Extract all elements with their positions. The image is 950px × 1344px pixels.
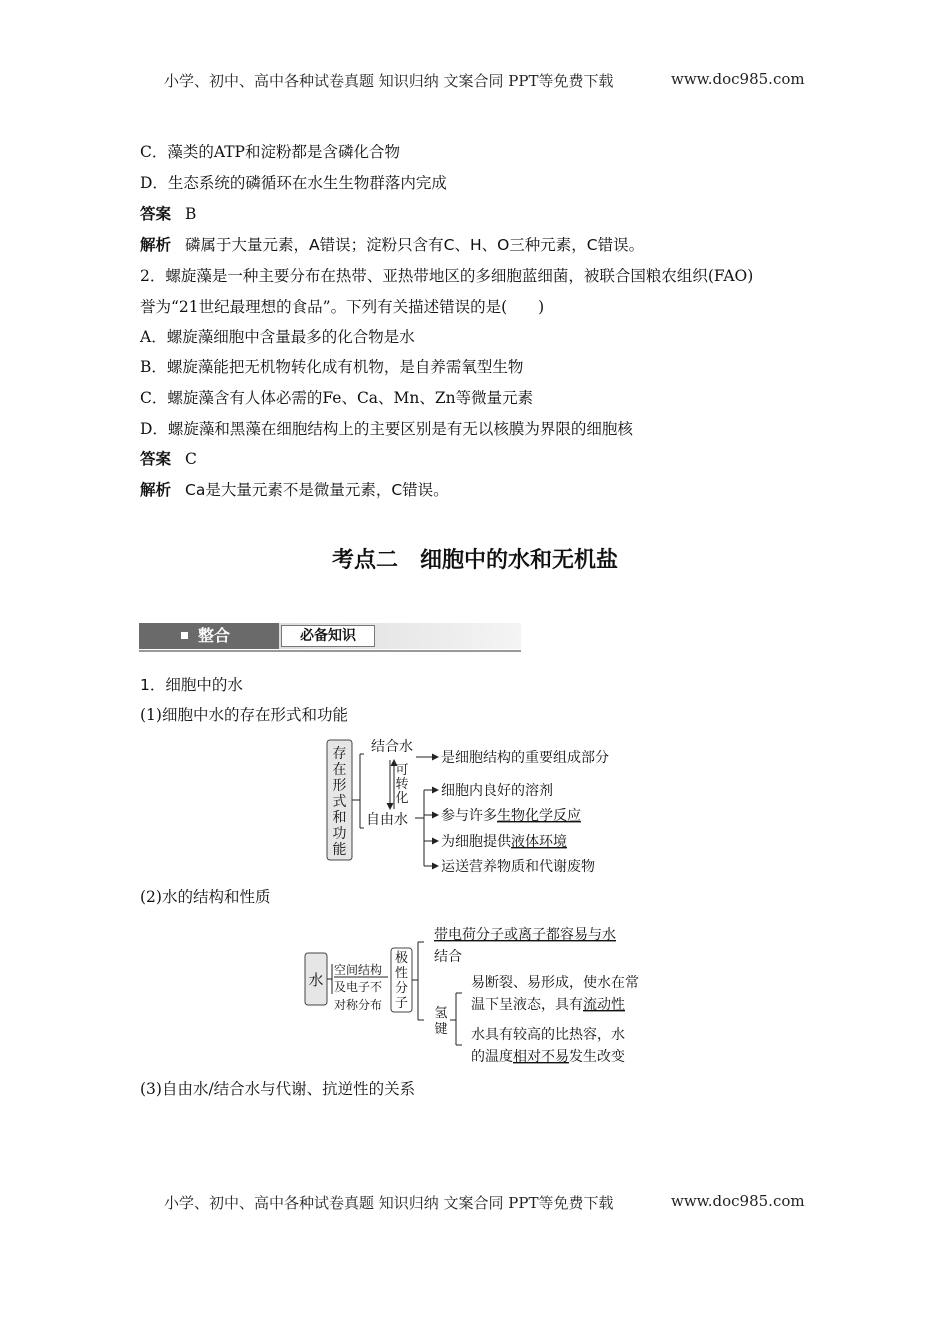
water-label: 水: [308, 971, 324, 989]
q1-answer: [140, 207, 196, 223]
convert-label: [395, 763, 408, 806]
q1-analysis: [140, 238, 644, 254]
q2-stem-line2: 誉为“21世纪最理想的食品”。下列有关描述错误的是( ): [140, 298, 545, 316]
section-title: 考点二 细胞中的水和无机盐: [331, 548, 618, 573]
polar-char: 分: [394, 981, 409, 996]
heading-water-in-cells: 1．细胞中的水: [140, 676, 243, 694]
q2-answer: [140, 452, 197, 468]
polar-char: 子: [394, 996, 409, 1011]
polar-bracket: [412, 942, 424, 1020]
banner-rule: [139, 650, 521, 652]
analysis-label: 解析: [140, 236, 172, 254]
analysis-text: Ca是大量元素不是微量元素，C错误。: [185, 481, 449, 499]
analysis-text: 磷属于大量元素，A错误；淀粉只含有C、H、O三种元素，C错误。: [185, 236, 645, 254]
convert-char: 化: [395, 791, 409, 806]
q2-analysis: [140, 483, 449, 499]
convert-char: 可: [395, 763, 409, 778]
hbond-bracket: [450, 993, 462, 1045]
banner-sub-label: 必备知识: [281, 625, 375, 647]
charge-text: [434, 926, 616, 965]
subheading-metabolism-relation: (3)自由水/结合水与代谢、抗逆性的关系: [140, 1080, 416, 1098]
hb1-line2: 温下呈液态，具有流动性: [471, 997, 625, 1013]
charge-line-2: 结合: [434, 949, 462, 965]
forms-box-label: [333, 746, 347, 858]
hb2-line2: 的温度相对不易发生改变: [471, 1049, 625, 1065]
free-water-label: 自由水: [366, 812, 408, 828]
structure-label: [334, 962, 382, 1012]
convert-char: 转: [395, 777, 409, 792]
answer-label: 答案: [140, 450, 172, 468]
free-function-4: 运送营养物质和代谢废物: [441, 859, 595, 875]
answer-label: 答案: [140, 205, 172, 223]
box-char: 形: [332, 778, 347, 794]
water-structure-diagram: [300, 920, 650, 1070]
polar-label: [395, 950, 408, 1011]
charge-line-1: 带电荷分子或离子都容易与水: [434, 927, 616, 943]
water-bracket: [327, 964, 332, 994]
square-bullet-icon: [181, 632, 188, 639]
bound-function: 是细胞结构的重要组成部分: [441, 750, 609, 766]
hbond-label: [434, 1006, 447, 1037]
q2-option-d: D．螺旋藻和黑藻在细胞结构上的主要区别是有无以核膜为界限的细胞核: [140, 420, 633, 438]
box-char: 功: [332, 826, 347, 842]
box-char: 式: [332, 794, 347, 810]
banner-main: [139, 623, 279, 649]
free-function-1: 细胞内良好的溶剂: [441, 783, 553, 799]
q2-option-a: A．螺旋藻细胞中含量最多的化合物是水: [140, 328, 415, 346]
hbond-property-2: [471, 1026, 625, 1065]
box-char: 和: [332, 810, 347, 826]
structure-line: 对称分布: [334, 998, 383, 1012]
hbond-char: 键: [434, 1022, 448, 1037]
free-function-2: 参与许多生物化学反应: [441, 808, 581, 824]
analysis-label: 解析: [140, 481, 172, 499]
section-banner: [139, 623, 521, 653]
structure-line: 及电子不: [334, 980, 383, 994]
free-bracket: [415, 790, 424, 866]
hb1-line1: 易断裂、易形成，使水在常: [471, 975, 639, 991]
box-char: 存: [332, 746, 347, 762]
water-forms-diagram: [320, 736, 640, 881]
header-text: 小学、初中、高中各种试卷真题 知识归纳 文案合同 PPT等免费下载: [164, 72, 614, 90]
box-char: 能: [332, 842, 347, 858]
banner-main-label: 整合: [198, 626, 231, 645]
hbond-property-1: [471, 974, 639, 1013]
q1-option-d: D．生态系统的磷循环在水生生物群落内完成: [140, 174, 447, 192]
forms-bracket: [352, 754, 364, 828]
header-url: www.doc985.com: [671, 70, 805, 88]
polar-char: 极: [394, 951, 409, 966]
polar-char: 性: [394, 966, 409, 981]
box-char: 在: [332, 762, 347, 778]
free-function-3: 为细胞提供液体环境: [441, 834, 567, 850]
subheading-structure-properties: (2)水的结构和性质: [140, 888, 271, 906]
footer-text: 小学、初中、高中各种试卷真题 知识归纳 文案合同 PPT等免费下载: [164, 1194, 614, 1212]
q1-option-c: C．藻类的ATP和淀粉都是含磷化合物: [140, 143, 400, 161]
bound-water-label: 结合水: [371, 739, 413, 755]
answer-value: C: [185, 450, 197, 468]
q2-option-b: B．螺旋藻能把无机物转化成有机物，是自养需氧型生物: [140, 358, 524, 376]
footer-url: www.doc985.com: [671, 1192, 805, 1210]
q2-option-c: C．螺旋藻含有人体必需的Fe、Ca、Mn、Zn等微量元素: [140, 389, 534, 407]
hb2-line1: 水具有较高的比热容，水: [471, 1027, 625, 1043]
answer-value: B: [185, 205, 197, 223]
subheading-forms-functions: (1)细胞中水的存在形式和功能: [140, 706, 348, 724]
structure-line: 空间结构: [334, 963, 383, 977]
q2-stem-line1: 2．螺旋藻是一种主要分布在热带、亚热带地区的多细胞蓝细菌，被联合国粮农组织(FAO): [140, 267, 754, 285]
hbond-char: 氢: [434, 1006, 448, 1021]
